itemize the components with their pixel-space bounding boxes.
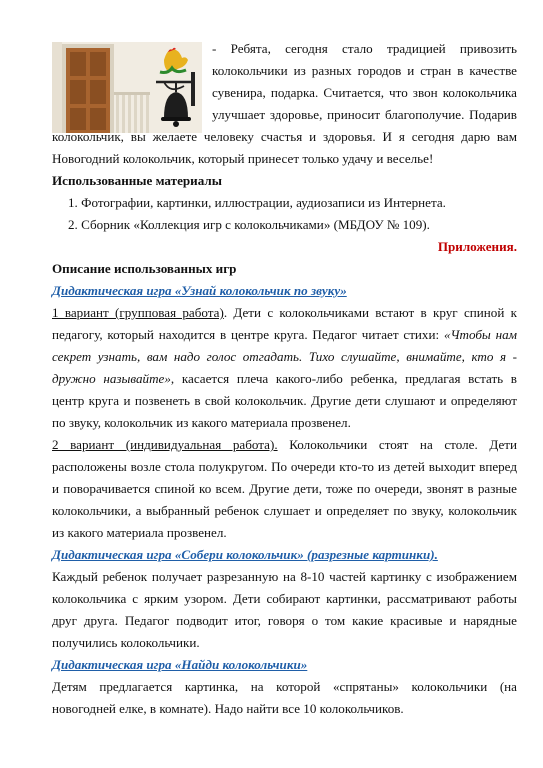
variant1-poem: «Чтобы нам секрет узнать, вам надо голос отгадать. Тихо слушайте, внимайте, кто я - дружно называйте» [52, 327, 518, 386]
intro-tail: колокольчик, вы желаете человеку счастья и здоровья. И я сегодня дарю вам Новогодний колокольчик, который принесет только удачу и веселье! [52, 129, 517, 166]
game1-variant2 [52, 434, 517, 544]
document-page [52, 38, 517, 720]
variant1-text-a: . Дети с колокольчиками встают в круг спиной к педагогу, который находится в центре круга. Педагог читает стихи: [52, 305, 517, 342]
game-title-guess-by-sound: Дидактическая игра «Узнай колокольчик по звуку» [52, 283, 347, 298]
variant1-label: 1 вариант (групповая работа) [52, 305, 224, 320]
intro-line: колокольчики из разных городов и стран в качестве [212, 63, 517, 78]
intro-line: улучшает здоровье, приносит благополучие. Подарив [212, 107, 517, 122]
variant2-text: Колокольчики стоят на столе. Дети расположены возле стола полукругом. По очереди кто-то из детей выходит вперед и поворачивается спиной ко всем. Другие дети, тоже по очереди, звонят в разные колокольчики, а выбранный ребенок слушает и определяет по звуку, колокольчик из какого материала прозвенел. [52, 437, 517, 540]
materials-item: 1. Фотографии, картинки, иллюстрации, аудиозаписи из Интернета. [68, 195, 446, 210]
variant1-text-b: , касается плеча какого-либо ребенка, предлагая встать в центр круга и позвенеть в свой колокольчик. Другие дети слушают и определяют по звуку, колокольчик из какого материала прозвенел. [52, 371, 517, 430]
intro-line: сувенира, подарка. Считается, что звон колокольчика [212, 85, 517, 100]
materials-list [52, 192, 517, 236]
game3-text: Детям предлагается картинка, на которой «спрятаны» колокольчики (на новогодней елке, в комнате). Надо найти все 10 колокольчиков. [52, 679, 517, 716]
game-title-assemble-bell: Дидактическая игра «Собери колокольчик» (разрезные картинки). [52, 547, 438, 562]
game2-text: Каждый ребенок получает разрезанную на 8-10 частей картинку с изображением колокольчика с ярким узором. Дети собирают картинки, рассматривают работы друг друга. Педагог подводит итог, говоря о том какие красивые и нарядные получились колокольчики. [52, 569, 517, 650]
game-title-find-bells: Дидактическая игра «Найди колокольчики» [52, 657, 308, 672]
materials-item: 2. Сборник «Коллекция игр с колокольчиками» (МБДОУ № 109). [68, 217, 430, 232]
game1-variant1 [52, 302, 517, 434]
variant2-label: 2 вариант (индивидуальная работа). [52, 437, 278, 452]
intro-line: - Ребята, сегодня стало традицией привозить [212, 41, 517, 56]
intro-block [212, 38, 517, 126]
appendix-label: Приложения. [437, 239, 517, 254]
games-heading: Описание использованных игр [52, 261, 237, 276]
materials-heading: Использованные материалы [52, 173, 222, 188]
